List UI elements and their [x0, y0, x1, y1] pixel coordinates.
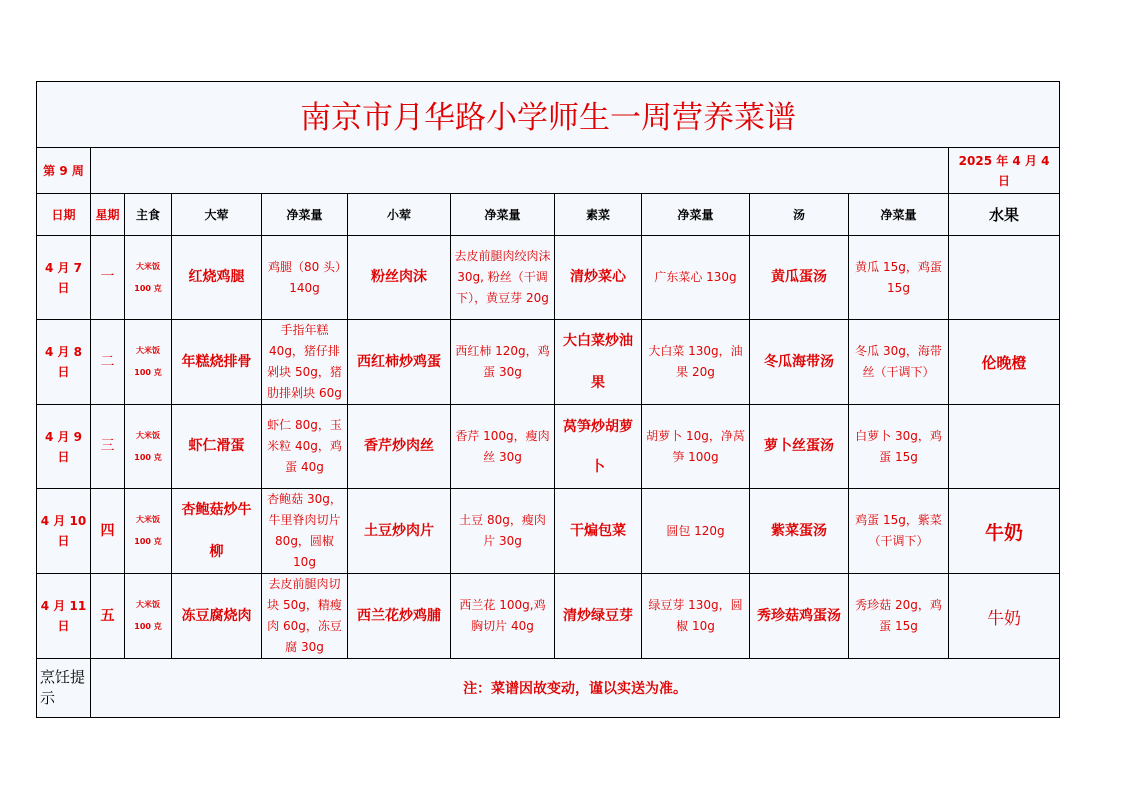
row-small-meat-qty: 土豆 80g，瘦肉片 30g [451, 489, 555, 574]
week-blank [91, 148, 949, 194]
row-soup-qty: 冬瓜 30g，海带丝（干调下） [849, 320, 949, 405]
row-date: 4 月 7 日 [37, 236, 91, 320]
row-main-meat-qty: 去皮前腿肉切块 50g，精瘦肉 60g，冻豆腐 30g [262, 574, 348, 659]
row-weekday: 四 [91, 489, 125, 574]
row-main-meat: 虾仁滑蛋 [172, 405, 262, 489]
row-veg-qty: 大白菜 130g，油果 20g [642, 320, 750, 405]
row-weekday: 一 [91, 236, 125, 320]
row-staple: 大米饭 100 克 [125, 320, 172, 405]
row-main-meat-qty: 鸡腿（80 头）140g [262, 236, 348, 320]
header-small-meat: 小荤 [348, 194, 451, 236]
menu-row [37, 236, 1060, 320]
menu-row [37, 405, 1060, 489]
menu-date: 2025 年 4 月 4 日 [949, 148, 1060, 194]
row-staple: 大米饭 100 克 [125, 489, 172, 574]
header-main-meat: 大荤 [172, 194, 262, 236]
header-soup-qty: 净菜量 [849, 194, 949, 236]
row-main-meat-qty: 虾仁 80g，玉米粒 40g，鸡蛋 40g [262, 405, 348, 489]
row-veg-qty: 广东菜心 130g [642, 236, 750, 320]
menu-row [37, 574, 1060, 659]
row-soup-qty: 黄瓜 15g，鸡蛋 15g [849, 236, 949, 320]
menu-note: 注：菜谱因故变动，谨以实送为准。 [91, 659, 1060, 718]
row-main-meat-qty: 手指年糕 40g，猪仔排剁块 50g，猪肋排剁块 60g [262, 320, 348, 405]
header-small-meat-qty: 净菜量 [451, 194, 555, 236]
header-main-meat-qty: 净菜量 [262, 194, 348, 236]
row-staple: 大米饭 100 克 [125, 574, 172, 659]
row-fruit [949, 236, 1060, 320]
row-staple: 大米饭 100 克 [125, 236, 172, 320]
row-veg-qty: 胡萝卜 10g，净莴笋 100g [642, 405, 750, 489]
row-date: 4 月 10 日 [37, 489, 91, 574]
menu-table [36, 81, 1060, 718]
row-date: 4 月 11 日 [37, 574, 91, 659]
row-main-meat: 年糕烧排骨 [172, 320, 262, 405]
row-weekday: 五 [91, 574, 125, 659]
row-main-meat: 冻豆腐烧肉 [172, 574, 262, 659]
row-small-meat: 粉丝肉沫 [348, 236, 451, 320]
row-veg: 清炒菜心 [555, 236, 642, 320]
header-veg-qty: 净菜量 [642, 194, 750, 236]
row-soup: 紫菜蛋汤 [750, 489, 849, 574]
row-fruit: 伦晚橙 [949, 320, 1060, 405]
tip-label: 烹饪提示 [37, 659, 91, 718]
row-weekday: 三 [91, 405, 125, 489]
row-date: 4 月 9 日 [37, 405, 91, 489]
row-date: 4 月 8 日 [37, 320, 91, 405]
row-main-meat: 红烧鸡腿 [172, 236, 262, 320]
row-soup: 萝卜丝蛋汤 [750, 405, 849, 489]
row-main-meat-qty: 杏鲍菇 30g，牛里脊肉切片 80g，圆椒 10g [262, 489, 348, 574]
row-small-meat-qty: 西红柿 120g，鸡蛋 30g [451, 320, 555, 405]
row-soup-qty: 白萝卜 30g，鸡蛋 15g [849, 405, 949, 489]
row-small-meat: 西兰花炒鸡脯 [348, 574, 451, 659]
menu-row [37, 489, 1060, 574]
header-date: 日期 [37, 194, 91, 236]
header-staple: 主食 [125, 194, 172, 236]
row-small-meat-qty: 西兰花 100g,鸡胸切片 40g [451, 574, 555, 659]
row-soup: 冬瓜海带汤 [750, 320, 849, 405]
row-staple: 大米饭 100 克 [125, 405, 172, 489]
row-small-meat-qty: 去皮前腿肉绞肉沫 30g, 粉丝（干调下），黄豆芽 20g [451, 236, 555, 320]
row-veg: 大白菜炒油果 [555, 320, 642, 405]
row-soup: 黄瓜蛋汤 [750, 236, 849, 320]
header-fruit: 水果 [949, 194, 1060, 236]
row-veg-qty: 圆包 120g [642, 489, 750, 574]
row-small-meat: 西红柿炒鸡蛋 [348, 320, 451, 405]
row-soup-qty: 秀珍菇 20g，鸡蛋 15g [849, 574, 949, 659]
menu-title: 南京市月华路小学师生一周营养菜谱 [37, 82, 1060, 148]
row-veg-qty: 绿豆芽 130g，圆椒 10g [642, 574, 750, 659]
row-veg: 清炒绿豆芽 [555, 574, 642, 659]
row-fruit: 牛奶 [949, 489, 1060, 574]
row-small-meat: 土豆炒肉片 [348, 489, 451, 574]
row-weekday: 二 [91, 320, 125, 405]
header-row [37, 194, 1060, 236]
row-fruit: 牛奶 [949, 574, 1060, 659]
row-veg: 莴笋炒胡萝卜 [555, 405, 642, 489]
week-number: 第 9 周 [37, 148, 91, 194]
row-small-meat-qty: 香芹 100g，瘦肉丝 30g [451, 405, 555, 489]
row-main-meat: 杏鲍菇炒牛柳 [172, 489, 262, 574]
header-soup: 汤 [750, 194, 849, 236]
menu-row [37, 320, 1060, 405]
row-small-meat: 香芹炒肉丝 [348, 405, 451, 489]
header-veg: 素菜 [555, 194, 642, 236]
row-soup-qty: 鸡蛋 15g，紫菜（干调下） [849, 489, 949, 574]
header-weekday: 星期 [91, 194, 125, 236]
row-fruit [949, 405, 1060, 489]
row-soup: 秀珍菇鸡蛋汤 [750, 574, 849, 659]
row-veg: 干煸包菜 [555, 489, 642, 574]
